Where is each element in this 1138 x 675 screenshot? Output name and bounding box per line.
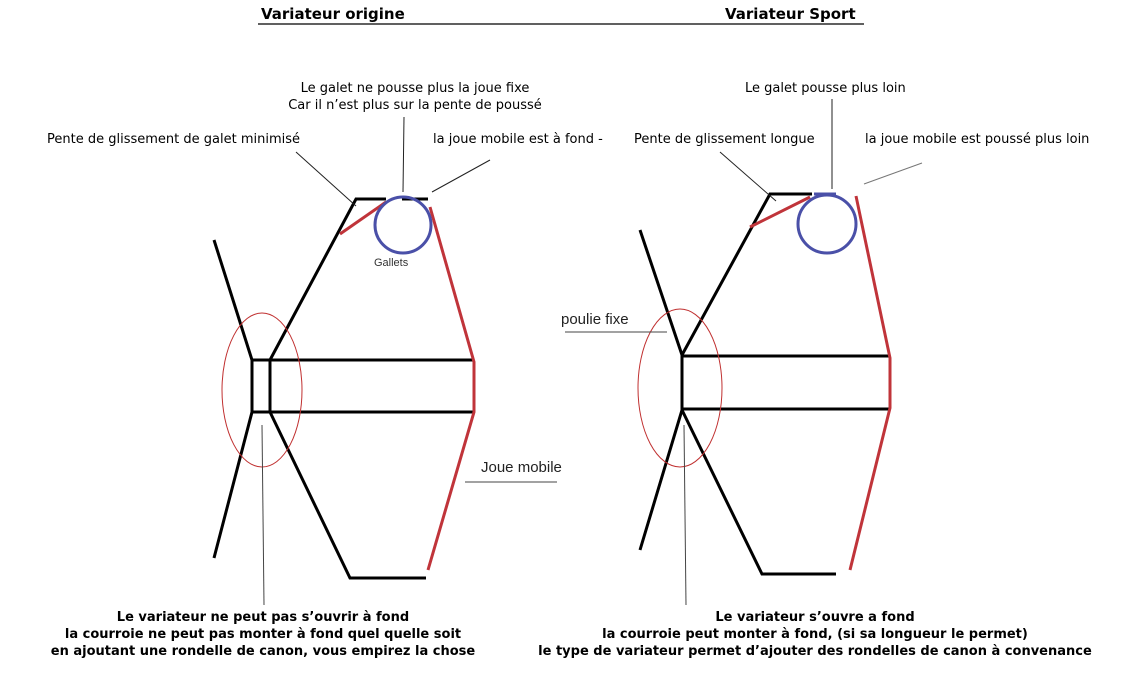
- left-bottom-line2: la courroie ne peut pas monter à fond quel quelle soit: [64, 627, 462, 642]
- left-fixed-pulley: [214, 240, 252, 558]
- right-mobile-cheek: [850, 196, 890, 570]
- right-slope-note: Pente de glissement longue: [634, 132, 815, 147]
- left-bottom-line3: en ajoutant une rondelle de canon, vous empirez la chose: [50, 644, 476, 659]
- right-variator: [565, 99, 922, 605]
- left-roller: [375, 197, 431, 253]
- right-bottom-line1: Le variateur s’ouvre a fond: [715, 610, 915, 625]
- left-mobile-leader: [432, 160, 490, 192]
- left-top-note-line2: Car il n’est plus sur la pente de poussé: [288, 98, 542, 113]
- right-top-note: Le galet pousse plus loin: [745, 81, 906, 96]
- left-slope-leader: [296, 152, 356, 206]
- left-top-note-line1: Le galet ne pousse plus la joue fixe: [300, 81, 530, 96]
- left-mobile-cheek: [428, 207, 474, 570]
- right-bottom-leader: [684, 425, 686, 605]
- right-zone-ellipse: [638, 309, 722, 467]
- title-sport: Variateur Sport: [725, 5, 856, 23]
- right-fixed-pulley: [640, 230, 682, 550]
- left-mobile-note: la joue mobile est à fond -: [433, 132, 603, 147]
- right-bottom-line3: le type de variateur permet d’ajouter des rondelles de canon à convenance: [538, 644, 1092, 659]
- right-bottom-note: [520, 609, 1110, 660]
- left-variator: [214, 117, 557, 605]
- left-slope-note: Pente de glissement de galet minimisé: [47, 132, 300, 147]
- right-fixed-label: poulie fixe: [561, 311, 629, 328]
- right-mobile-note: la joue mobile est poussé plus loin: [865, 132, 1090, 147]
- right-housing-lower: [682, 410, 836, 574]
- right-bottom-line2: la courroie peut monter à fond, (si sa longueur le permet): [602, 627, 1028, 642]
- left-rollers-label: Gallets: [374, 257, 409, 269]
- left-bottom-leader: [262, 425, 264, 605]
- title-origine: Variateur origine: [261, 5, 405, 23]
- left-top-note: [270, 80, 560, 114]
- left-bottom-line1: Le variateur ne peut pas s’ouvrir à fond: [116, 610, 410, 625]
- left-top-leader: [403, 117, 404, 192]
- right-slope-leader: [720, 152, 776, 201]
- left-mobile-label: Joue mobile: [481, 459, 562, 476]
- left-housing-upper: [270, 199, 386, 360]
- left-bottom-note: [30, 609, 496, 660]
- right-roller: [798, 195, 856, 253]
- right-mobile-leader: [864, 163, 922, 184]
- right-housing-upper: [682, 194, 812, 355]
